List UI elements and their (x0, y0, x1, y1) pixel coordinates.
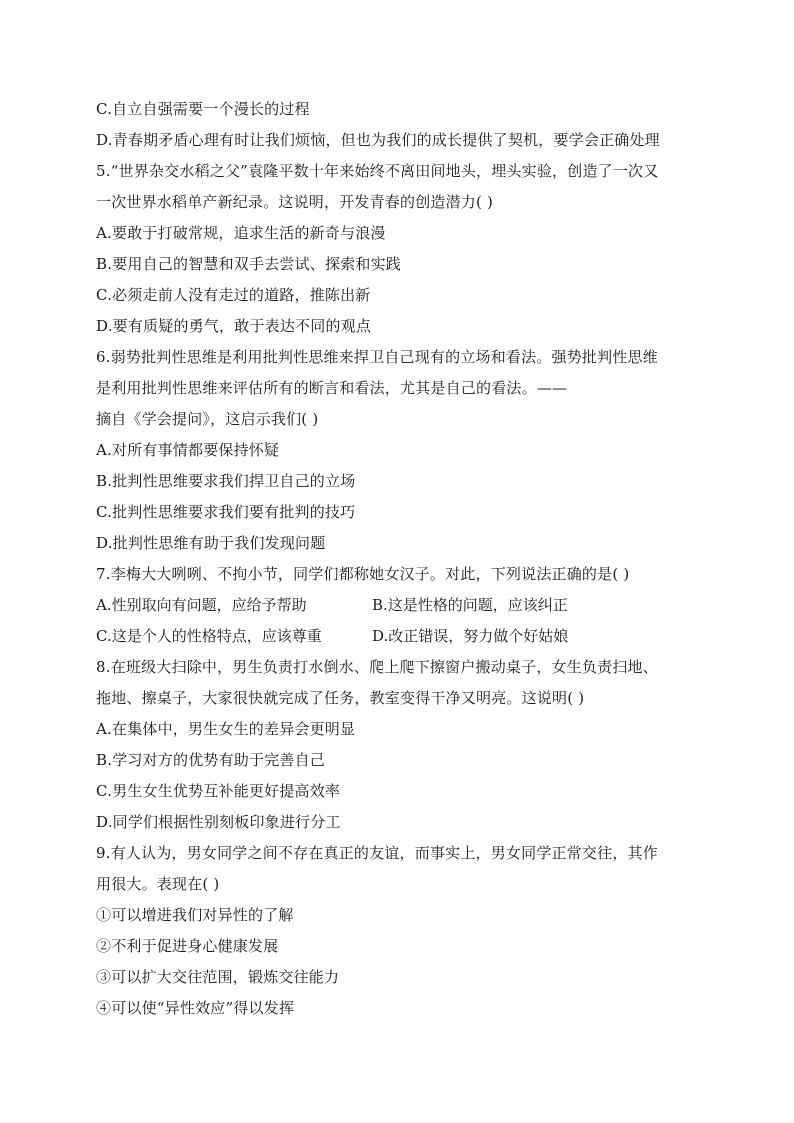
q5-option-b: B.要用自己的智慧和双手去尝试、探索和实践 (96, 255, 401, 273)
q7-option-a: A.性别取向有问题，应给予帮助 (96, 596, 307, 614)
q6-option-b: B.批判性思维要求我们捍卫自己的立场 (96, 472, 356, 490)
q6-stem-line1: 6.弱势批判性思维是利用批判性思维来捍卫自己现有的立场和看法。强势批判性思维 (96, 348, 658, 366)
q5-stem-line1: 5.“世界杂交水稻之父”袁隆平数十年来始终不离田间地头，埋头实验，创造了一次又 (96, 162, 659, 180)
q6-option-a: A.对所有事情都要保持怀疑 (96, 441, 280, 459)
q6-stem-line3: 摘自《学会提问》，这启示我们( ) (96, 410, 319, 428)
q8-option-c: C.男生女生优势互补能更好提高效率 (96, 782, 341, 800)
q6-option-d: D.批判性思维有助于我们发现问题 (96, 534, 326, 552)
q7-stem-line1: 7.李梅大大咧咧、不拘小节，同学们都称她女汉子。对此，下列说法正确的是( ) (96, 565, 630, 583)
q5-option-c: C.必须走前人没有走过的道路，推陈出新 (96, 286, 371, 304)
q7-options-row1 (96, 590, 706, 621)
q5-option-a: A.要敢于打破常规，追求生活的新奇与浪漫 (96, 224, 386, 242)
q7-option-c: C.这是个人的性格特点，应该尊重 (96, 627, 322, 645)
question-list (96, 94, 706, 1024)
q7-option-d: D.改正错误，努力做个好姑娘 (372, 627, 569, 645)
q9-stem-line1: 9.有人认为，男女同学之间不存在真正的友谊，而事实上，男女同学正常交往，其作 (96, 844, 658, 862)
q9-statement-2: ②不利于促进身心健康发展 (96, 937, 279, 955)
q6-option-c: C.批判性思维要求我们要有批判的技巧 (96, 503, 356, 521)
q6-stem-line2: 是利用批判性思维来评估所有的断言和看法，尤其是自己的看法。—— (96, 379, 568, 397)
q4-option-c: C.自立自强需要一个漫长的过程 (96, 100, 310, 118)
q8-stem-line2: 拖地、擦桌子，大家很快就完成了任务，教室变得干净又明亮。这说明( ) (96, 689, 585, 707)
q8-stem-line1: 8.在班级大扫除中，男生负责打水倒水、爬上爬下擦窗户搬动桌子，女生负责扫地、 (96, 658, 658, 676)
q5-option-d: D.要有质疑的勇气，敢于表达不同的观点 (96, 317, 372, 335)
q9-statement-1: ①可以增进我们对异性的了解 (96, 906, 294, 924)
q7-options-row2 (96, 621, 706, 652)
q4-option-d: D.青春期矛盾心理有时让我们烦恼，但也为我们的成长提供了契机，要学会正确处理 (96, 131, 660, 149)
q9-statement-3: ③可以扩大交往范围，锻炼交往能力 (96, 968, 340, 986)
q8-option-d: D.同学们根据性别刻板印象进行分工 (96, 813, 341, 831)
q8-option-a: A.在集体中，男生女生的差异会更明显 (96, 720, 356, 738)
q8-option-b: B.学习对方的优势有助于完善自己 (96, 751, 325, 769)
q9-stem-line2: 用很大。表现在( ) (96, 875, 220, 893)
q7-option-b: B.这是性格的问题，应该纠正 (372, 596, 568, 614)
q5-stem-line2: 一次世界水稻单产新纪录。这说明，开发青春的创造潜力( ) (96, 193, 494, 211)
q9-statement-4: ④可以使“异性效应”得以发挥 (96, 999, 295, 1017)
